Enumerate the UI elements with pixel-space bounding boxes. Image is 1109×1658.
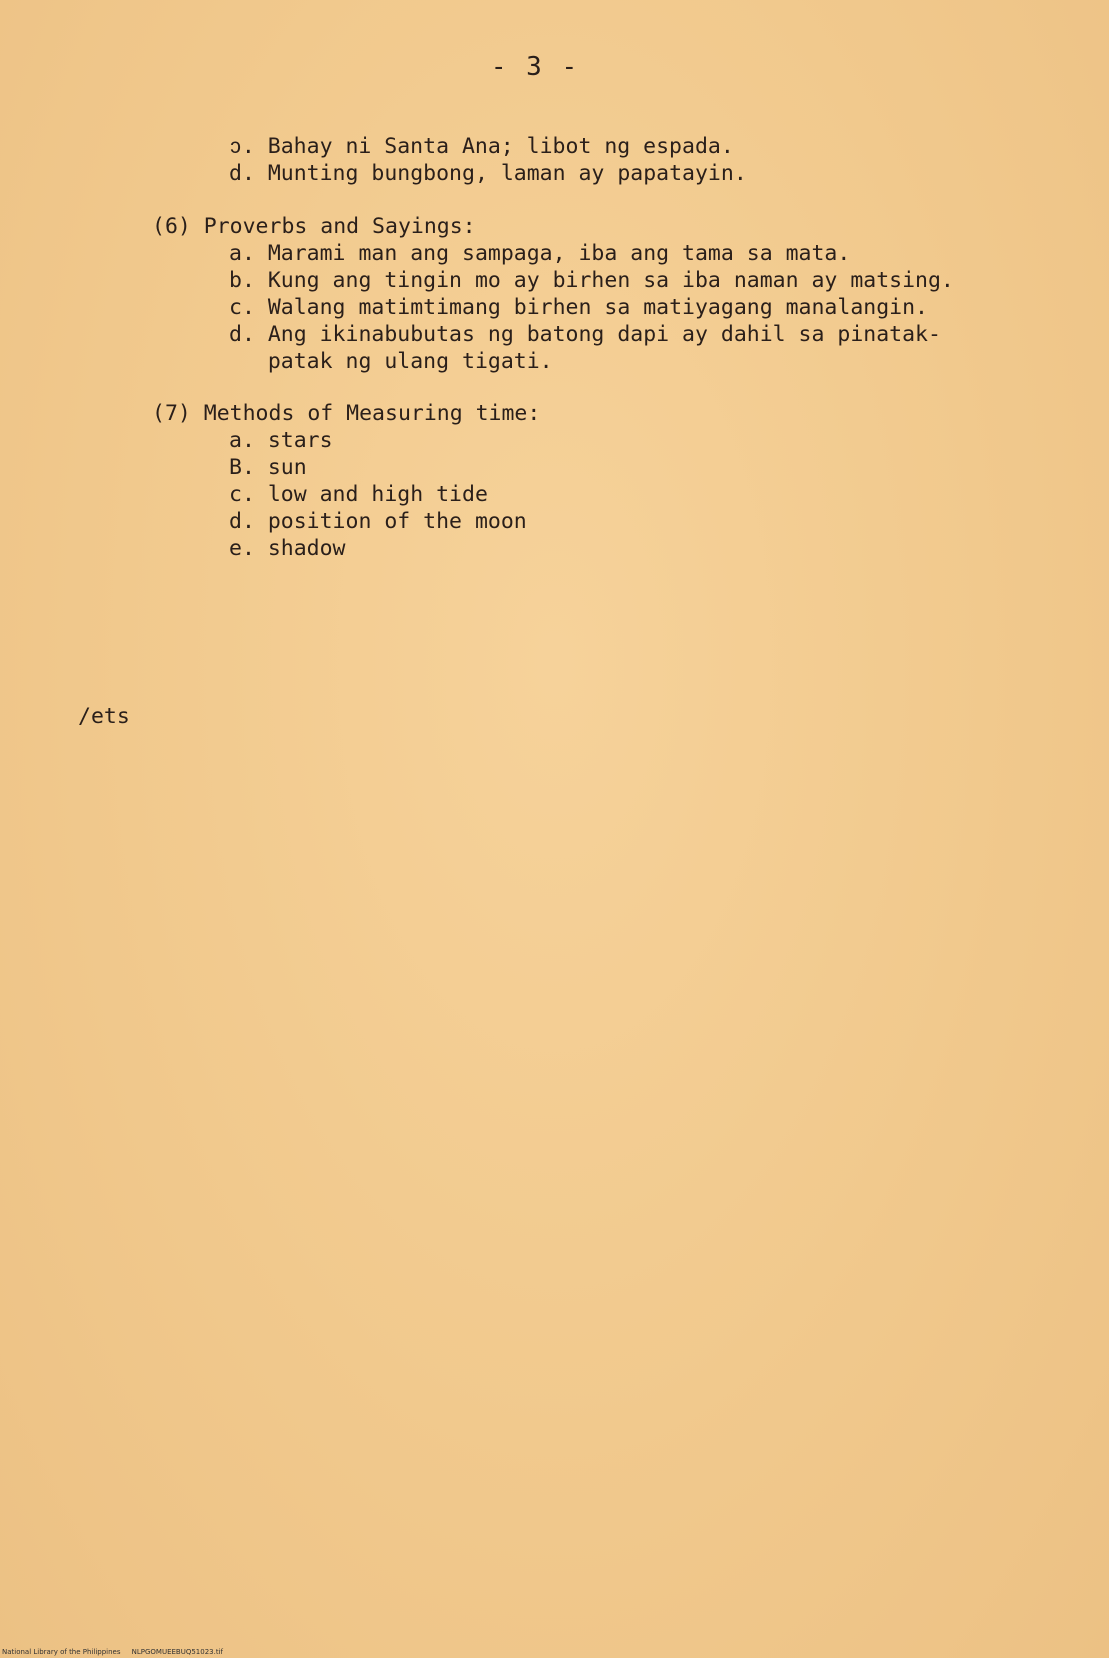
- list-item: patak ng ulang tigati.: [229, 349, 553, 374]
- section-heading-proverbs: (6) Proverbs and Sayings:: [152, 214, 476, 239]
- list-item: e. shadow: [229, 536, 346, 561]
- list-item: a. stars: [229, 428, 333, 453]
- section-heading-measuring-time: (7) Methods of Measuring time:: [152, 401, 541, 426]
- list-item: ↄ. Bahay ni Santa Ana; libot ng espada.: [229, 134, 734, 159]
- page-number: - 3 -: [490, 52, 580, 82]
- list-item: d. Munting bungbong, laman ay papatayin.: [229, 161, 747, 186]
- list-item: c. Walang matimtimang birhen sa matiyagang manalangin.: [229, 295, 928, 320]
- archive-footer: National Library of the Philippines NLPGOMUEEBUQ51023.tif: [2, 1648, 224, 1656]
- typist-initials: /ets: [78, 704, 130, 729]
- list-item: b. Kung ang tingin mo ay birhen sa iba naman ay matsing.: [229, 268, 954, 293]
- list-item: c. low and high tide: [229, 482, 488, 507]
- list-item: d. position of the moon: [229, 509, 527, 534]
- list-item: a. Marami man ang sampaga, iba ang tama sa mata.: [229, 241, 851, 266]
- list-item: B. sun: [229, 455, 307, 480]
- list-item: d. Ang ikinabubutas ng batong dapi ay dahil sa pinatak-: [229, 322, 941, 347]
